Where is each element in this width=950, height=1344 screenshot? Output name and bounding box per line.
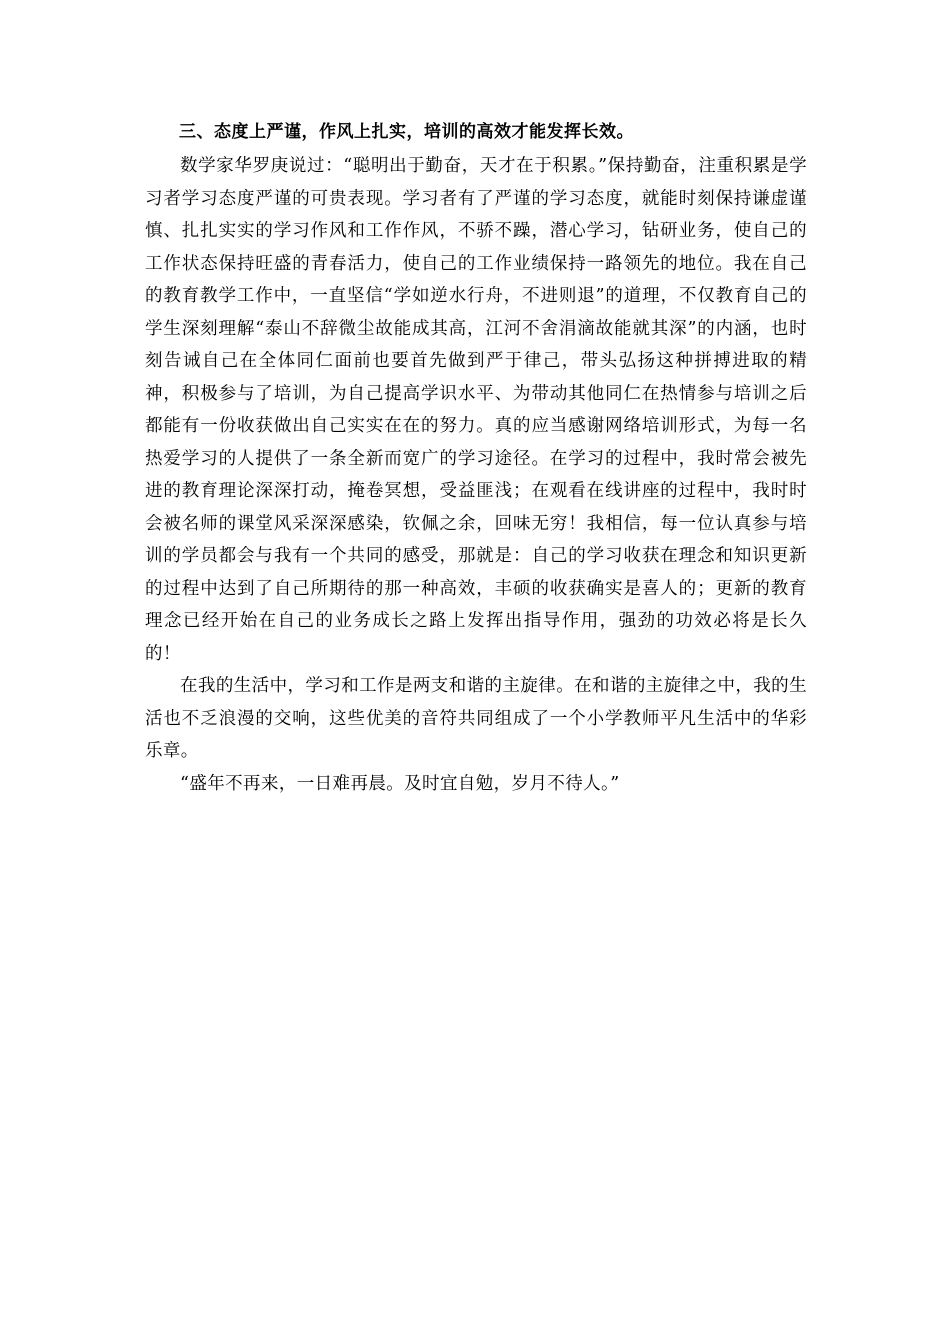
body-paragraph-life-harmony: 在我的生活中，学习和工作是两支和谐的主旋律。在和谐的主旋律之中，我的生活也不乏浪漫的交响，这些优美的音符共同组成了一个小学教师平凡生活中的华彩乐章。 bbox=[145, 676, 807, 761]
body-paragraph-study-attitude: 数学家华罗庚说过：“聪明出于勤奋，天才在于积累。”保持勤奋，注重积累是学习者学习态度严谨的可贵表现。学习者有了严谨的学习态度，就能时刻保持谦虚谨慎、扎扎实实的学习作风和工作作风，不骄不躁，潜心学习，钻研业务，使自己的工作状态保持旺盛的青春活力，使自己的工作业绩保持一路领先的地位。我在自己的教育教学工作中，一直坚信“学如逆水行舟，不进则退”的道理，不仅教育自己的学生深刻理解“泰山不辞微尘故能成其高，江河不舍涓滴故能就其深”的内涵，也时刻告诫自己在全体同仁面前也要首先做到严于律己，带头弘扬这种拼搏进取的精神，积极参与了培训，为自己提高学识水平、为带动其他同仁在热情参与培训之后都能有一份收获做出自己实实在在的努力。真的应当感谢网络培训形式，为每一名热爱学习的人提供了一条全新而宽广的学习途径。在学习的过程中，我时常会被先进的教育理论深深打动，掩卷冥想，受益匪浅；在观看在线讲座的过程中，我时时会被名师的课堂风采深深感染，钦佩之余，回味无穷！我相信，每一位认真参与培训的学员都会与我有一个共同的感受，那就是：自己的学习收获在理念和知识更新的过程中达到了自己所期待的那一种高效，丰硕的收获确实是喜人的；更新的教育理念已经开始在自己的业务成长之路上发挥出指导作用，强劲的功效必将是长久的！ bbox=[145, 156, 807, 664]
section-heading: 三、态度上严谨，作风上扎实，培训的高效才能发挥长效。 bbox=[179, 122, 634, 142]
document-page bbox=[145, 118, 807, 800]
body-paragraph-closing-quote: “盛年不再来，一日难再晨。及时宜自勉，岁月不待人。” bbox=[180, 773, 620, 794]
